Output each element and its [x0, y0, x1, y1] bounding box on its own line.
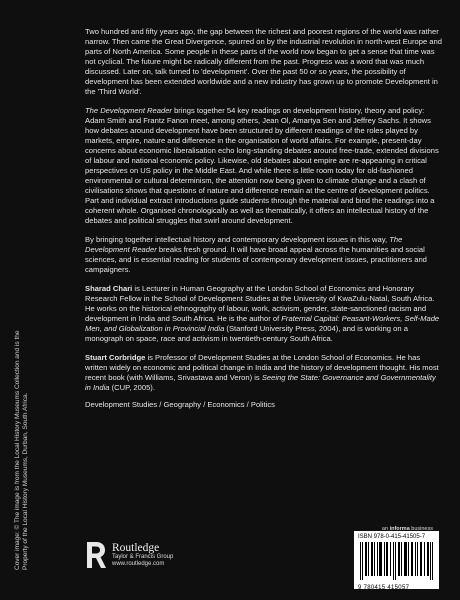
- appeal-paragraph: By bringing together intellectual history and contemporary development issues in this way, The Development Reader breaks fresh ground. It will have broad appeal across the humanities and social sciences, and is essential reading for students of contemporary development issues, practitioners and campaigners.: [85, 235, 427, 274]
- informa-business-note: an informa business: [381, 526, 433, 532]
- book-title: The Development Reader: [85, 235, 403, 254]
- author-name: Stuart Corbridge: [85, 353, 146, 362]
- intro-paragraph: Two hundred and fifty years ago, the gap between the richest and poorest regions of the world was rather narrow. Then came the Great Divergence, spurred on by the industrial revolution in north-west Europe and parts of North America. Some people in these parts of the world now began to get a sense that time was not cyclical. The future might be radically different from the past. Progress was a word that was much discussed. Later on, talk turned to 'development'. Over the past 50 or so years, the possibility of development has been extended worldwide and a new industry has grown up to promote Development in the 'Third World'.: [85, 27, 442, 96]
- isbn-barcode: [354, 526, 439, 591]
- author-book-title: Seeing the State: Governance and Governmentality in India: [85, 373, 436, 392]
- back-cover-blurb: [85, 27, 442, 410]
- reader-description-paragraph: The Development Reader brings together 54 key readings on development history, theory and policy: Adam Smith and Frantz Fanon meet, among others, Jean Ol, Amartya Sen and Jeffrey Sachs. It shows how debates around development have been structured by different readings of the roles played by markets, empire, nature and difference in the organisation of world affairs. For example, present-day concerns about economic liberalisation echo long-standing debates around free-trade, extended divisions of labour and national economic policy. Likewise, old debates about empire are re-appearing in critical perspectives on US policy in the Middle East. And while there is little room today for old-fashioned environmental or cultural determinism, the attention now being given to climate change and a clash of civilisations shows that questions of nature and difference remain at the centre of development politics. Part and individual extract introductions guide students through the material and bind the readings into a coherent whole. Organised chronologically as well as thematically, it offers an intellectual history of the debates and political struggles that swirl around development.: [85, 106, 439, 225]
- publisher-name: Routledge: [112, 542, 160, 554]
- author-name: Sharad Chari: [85, 284, 133, 293]
- publisher-logo: [85, 540, 173, 570]
- cover-footer: [85, 526, 442, 591]
- routledge-logo-icon: [85, 540, 107, 570]
- barcode-digits: 9 780415 415057: [358, 585, 410, 591]
- publisher-group: Taylor & Francis Group: [112, 554, 174, 560]
- author-bio-corbridge: Stuart Corbridge is Professor of Development Studies at the London School of Economics. He has written widely on economic and political change in India and the history of development thought. His most recent book (with Williams, Srivastava and Veron) is Seeing the State: Governance and Governmentality in India (CUP, 2005).: [85, 353, 439, 392]
- barcode-icon: [358, 542, 435, 580]
- book-title: The Development Reader: [85, 106, 172, 115]
- isbn-label: ISBN 978-0-415-41505-7: [358, 534, 426, 540]
- subject-categories: Development Studies / Geography / Economics / Politics: [85, 400, 275, 409]
- cover-image-credit: [14, 150, 30, 570]
- publisher-url: www.routledge.com: [112, 561, 165, 567]
- author-book-title: Fraternal Capital: Peasant-Workers, Self-Made Men, and Globalization in Provincial India: [85, 314, 440, 333]
- credit-line: Cover image: © The image is from the Local History Museums Collection and is the: [14, 330, 21, 570]
- author-bio-chari: Sharad Chari is Lecturer in Human Geography at the London School of Economics and Honorary Research Fellow in the School of Development Studies at the University of KwaZulu-Natal, South Africa. He works on the historical ethnography of labour, work, activism, gender, state-sanctioned racism and development in India and South Africa. He is the author of Fraternal Capital: Peasant-Workers, Self-Made Men, and Globalization in Provincial India (Stanford University Press, 2004), and is working on a monograph on space, race and activism in twentieth-century South Africa.: [85, 284, 440, 343]
- credit-line: Property of the Local History Museums, Durban, South Africa.: [22, 392, 29, 570]
